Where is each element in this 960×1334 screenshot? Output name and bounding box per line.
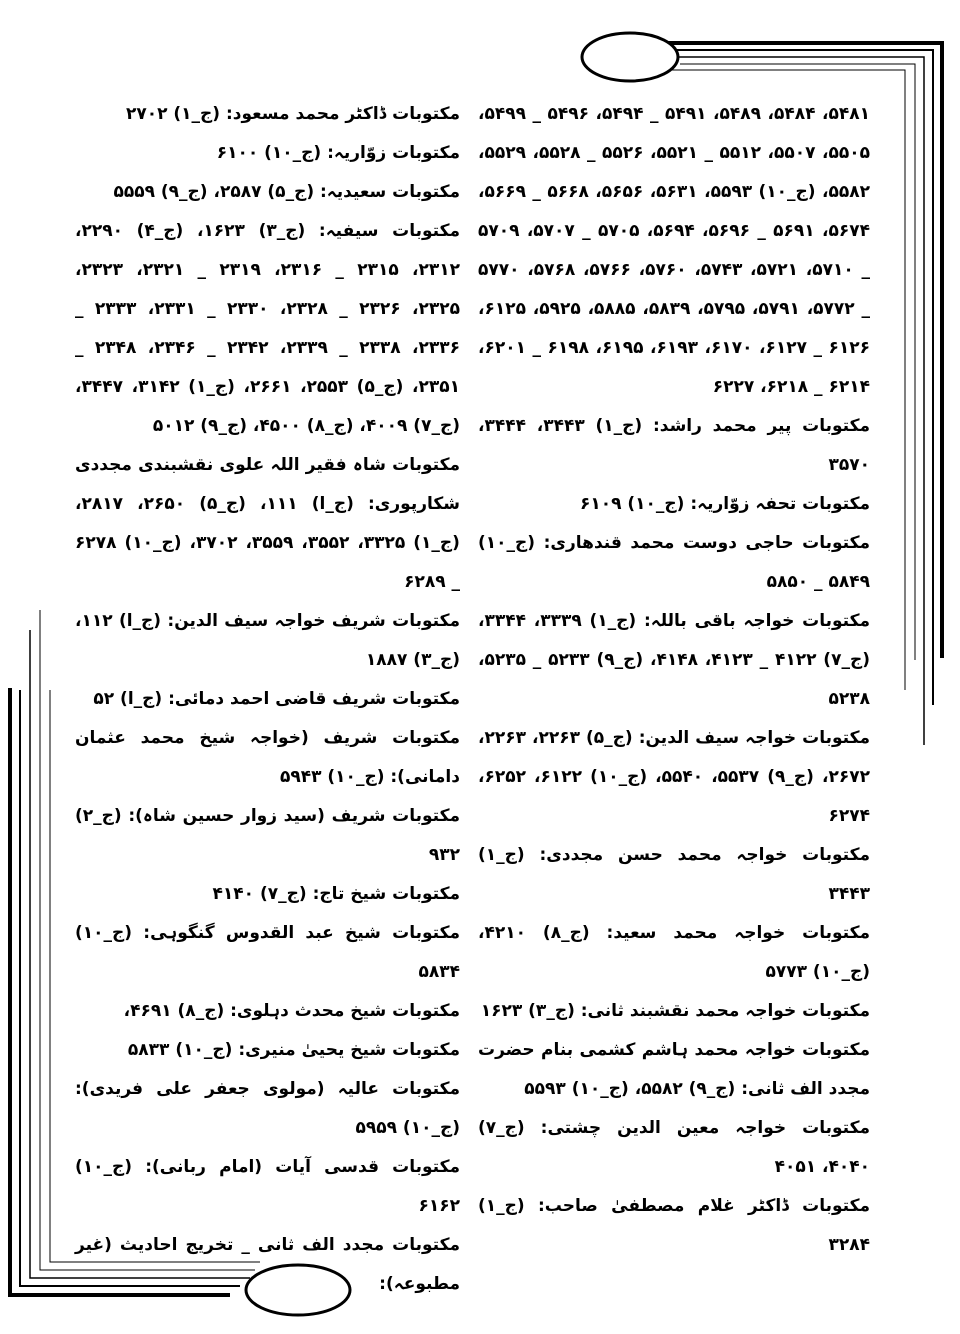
left-column (75, 95, 460, 1304)
index-entry: مکتوبات مجدد الف ثانی _ تخریج احادیث (غیر مطبوعہ): (75, 1235, 460, 1294)
top-oval-ornament (582, 33, 678, 81)
index-entry: مکتوبات شریف قاضی احمد دمائی: (ج_ا) ۵۲ (93, 689, 460, 709)
index-entry: مکتوبات شیخ محدث دہلوی: (ج_۸) ۴۶۹۱، (123, 1001, 460, 1021)
index-entry: مکتوبات حاجی دوست محمد قندھاری: (ج_۱۰) ۵۸۴۹ _ ۵۸۵۰ (478, 533, 870, 592)
index-entry: مکتوبات پیر محمد راشد: (ج_۱) ۳۴۴۳، ۳۴۴۴، ۳۵۷۰ (478, 416, 870, 475)
index-entry: مکتوبات شریف خواجہ سیف الدین: (ج_ا) ۱۱۲، (ج_۳) ۱۸۸۷ (75, 611, 460, 670)
index-entry: مکتوبات خواجہ باقی باللہ: (ج_۱) ۳۳۳۹، ۳۳۴۴، (ج_۷) ۴۱۲۲ _ ۴۱۲۳، ۴۱۴۸، (ج_۹) ۵۲۳۳ _ ۵۲۳۵، ۵۲۳۸ (478, 611, 870, 709)
index-entry: مکتوبات شیخ یحییٰ منیری: (ج_۱۰) ۵۸۳۳ (127, 1040, 460, 1060)
index-entry: مکتوبات تحفہ زوّاریہ: (ج_۱۰) ۶۱۰۹ (579, 494, 870, 514)
index-entry: مکتوبات خواجہ محمد سعید: (ج_۸) ۴۲۱۰، (ج_۱۰) ۵۷۷۳ (478, 923, 870, 982)
index-entry: مکتوبات سیفیہ: (ج_۳) ۱۶۲۳، (ج_۴) ۲۲۹۰، ۲۳۱۲، ۲۳۱۵ _ ۲۳۱۶، ۲۳۱۹ _ ۲۳۲۱، ۲۳۲۳، ۲۳۲۵، ۲۳۲۶ _ ۲۳۲۸، ۲۳۳۰ _ ۲۳۳۱، ۲۳۳۳ _ ۲۳۳۶، ۲۳۳۸ _ ۲۳۳۹، ۲۳۴۲ _ ۲۳۴۶، ۲۳۴۸ _ ۲۳۵۱، (ج_۵) ۲۵۵۳، ۲۶۶۱، (ج_۱) ۳۱۴۲، ۳۴۴۷، (ج_۷) ۴۰۰۹، (ج_۸) ۴۵۰۰، (ج_۹) ۵۰۱۲ (75, 221, 460, 436)
index-entry: مکتوبات قدسی آیات (امام ربانی): (ج_۱۰) ۶۱۶۲ (75, 1157, 460, 1216)
index-entry: مکتوبات زوّاریہ: (ج_۱۰) ۶۱۰۰ (216, 143, 460, 163)
index-entry: ۵۴۸۱، ۵۴۸۴، ۵۴۸۹، ۵۴۹۱ _ ۵۴۹۴، ۵۴۹۶ _ ۵۴۹۹، ۵۵۰۵، ۵۵۰۷، ۵۵۱۲ _ ۵۵۲۱، ۵۵۲۶ _ ۵۵۲۸، ۵۵۲۹، ۵۵۸۲، (ج_۱۰) ۵۵۹۳، ۵۶۳۱، ۵۶۵۶، ۵۶۶۸ _ ۵۶۶۹، ۵۶۷۴، ۵۶۹۱ _ ۵۶۹۶، ۵۶۹۴، ۵۷۰۵ _ ۵۷۰۷، ۵۷۰۹ _ ۵۷۱۰، ۵۷۲۱، ۵۷۴۳، ۵۷۶۰، ۵۷۶۶، ۵۷۶۸، ۵۷۷۰ _ ۵۷۷۲، ۵۷۹۱، ۵۷۹۵، ۵۸۳۹، ۵۸۸۵، ۵۹۲۵، ۶۱۲۵، ۶۱۲۶ _ ۶۱۲۷، ۶۱۷۰، ۶۱۹۳، ۶۱۹۵، ۶۱۹۸ _ ۶۲۰۱، ۶۲۱۴ _ ۶۲۱۸، ۶۲۲۷ (478, 104, 870, 397)
index-entry: مکتوبات شیخ عبد القدوس گنگوہی: (ج_۱۰) ۵۸۳۴ (75, 923, 460, 982)
index-entry: مکتوبات ڈاکٹر محمد مسعود: (ج_۱) ۲۷۰۲ (125, 104, 460, 124)
right-column (478, 95, 870, 1265)
index-entry: مکتوبات عالیہ (مولوی جعفر علی فریدی): (ج_۱۰) ۵۹۵۹ (75, 1079, 460, 1138)
index-entry: مکتوبات خواجہ سیف الدین: (ج_۵) ۲۲۶۳، ۲۲۶۳، ۲۶۷۲، (ج_۹) ۵۵۳۷، ۵۵۴۰، (ج_۱۰) ۶۱۲۲، ۶۲۵۲، ۶۲۷۴ (478, 728, 870, 826)
index-entry: مکتوبات شریف (خواجہ شیخ محمد عثمان دامانی): (ج_۱۰) ۵۹۴۳ (75, 728, 460, 787)
index-entry: مکتوبات ڈاکٹر غلام مصطفیٰ صاحب: (ج_۱) ۳۲۸۴ (478, 1196, 870, 1255)
index-entry: مکتوبات خواجہ محمد ہاشم کشمی بنام حضرت مجدد الف ثانی: (ج_۹) ۵۵۸۲، (ج_۱۰) ۵۵۹۳ (478, 1040, 870, 1099)
index-entry: مکتوبات شاہ فقیر اللہ علوی نقشبندی مجددی شکارپوری: (ج_ا) ۱۱۱، (ج_۵) ۲۶۵۰، ۲۸۱۷، (ج_۱) ۳۳۲۵، ۳۵۵۲، ۳۵۵۹، ۳۷۰۲، (ج_۱۰) ۶۲۷۸ _ ۶۲۸۹ (75, 455, 460, 592)
index-entry: مکتوبات شریف (سید زوار حسین شاہ): (ج_۲) ۹۳۲ (75, 806, 460, 865)
index-entry: مکتوبات خواجہ محمد حسن مجددی: (ج_۱) ۳۴۴۳ (478, 845, 870, 904)
index-entry: مکتوبات خواجہ معین الدین چشتی: (ج_۷) ۴۰۴۰، ۴۰۵۱ (478, 1118, 870, 1177)
index-entry: مکتوبات خواجہ محمد نقشبند ثانی: (ج_۳) ۱۶۲۳ (480, 1001, 870, 1021)
index-entry: مکتوبات سعیدیہ: (ج_۵) ۲۵۸۷، (ج_۹) ۵۵۵۹ (113, 182, 460, 202)
index-entry: مکتوبات شیخ تاج: (ج_۷) ۴۱۴۰ (212, 884, 460, 904)
